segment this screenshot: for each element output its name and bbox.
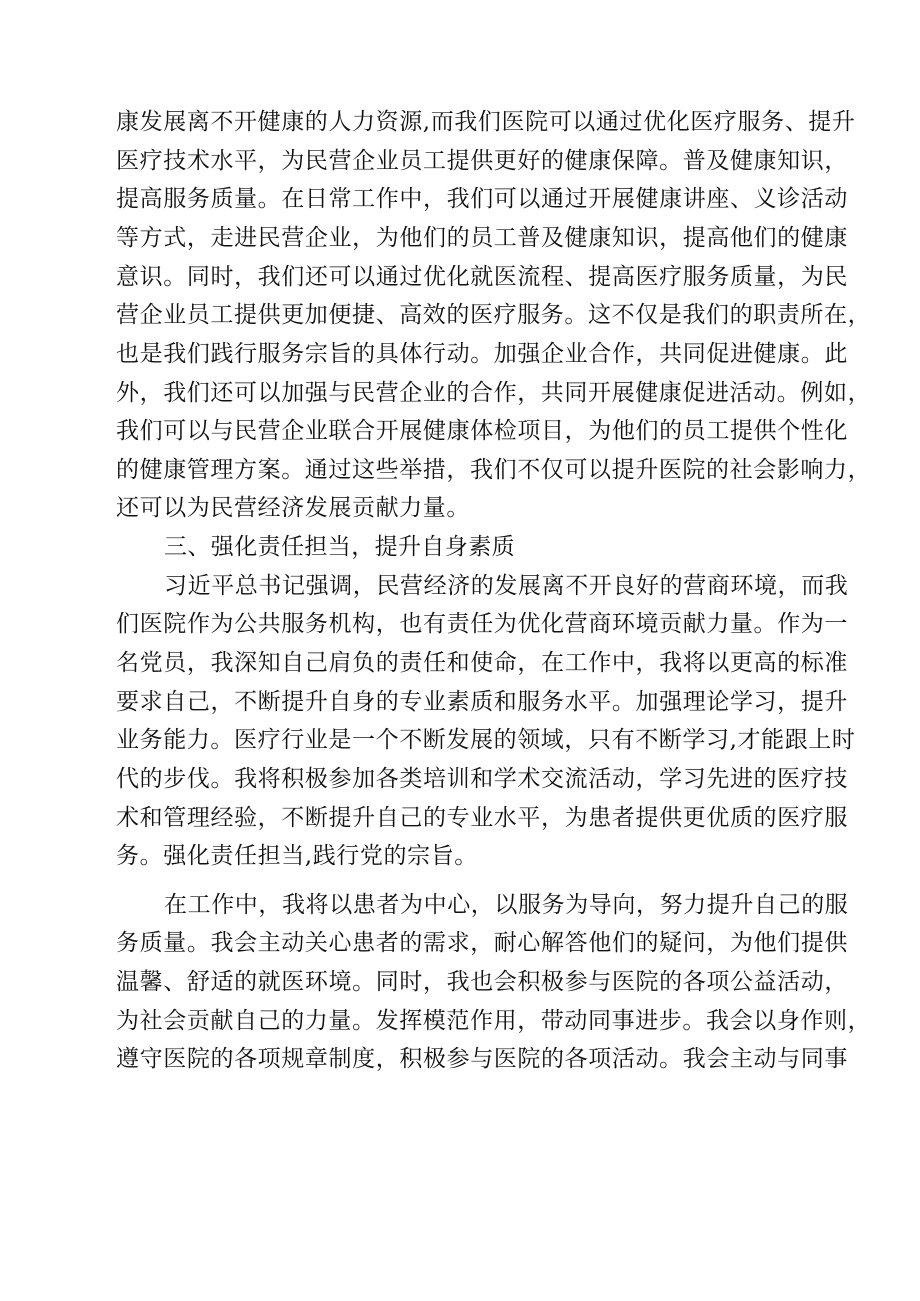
body-text-line: 营企业员工提供更加便捷、高效的医疗服务。这不仅是我们的职责所在， [116,302,872,328]
body-text-line: 务质量。我会主动关心患者的需求，耐心解答他们的疑问，为他们提供 [116,930,848,956]
body-text-line: 还可以为民营经济发展贡献力量。 [116,495,470,521]
section-heading: 三、强化责任担当，提升自身素质 [164,534,515,560]
body-text-line: 康发展离不开健康的人力资源,而我们医院可以通过优化医疗服务、提升 [116,109,856,135]
body-text-line: 代的步伐。我将积极参加各类培训和学术交流活动，学习先进的医疗技 [116,766,848,792]
body-text-line: 遵守医院的各项规章制度，积极参与医院的各项活动。我会主动与同事 [116,1046,848,1072]
body-text-line: 业务能力。医疗行业是一个不断发展的领域，只有不断学习,才能跟上时 [116,727,856,753]
body-text-line: 等方式，走进民营企业，为他们的员工普及健康知识，提高他们的健康 [116,225,848,251]
body-text-line: 意识。同时，我们还可以通过优化就医流程、提高医疗服务质量，为民 [116,264,848,290]
body-text-line: 在工作中，我将以患者为中心，以服务为导向，努力提升自己的服 [164,892,849,918]
body-text-line: 要求自己，不断提升自身的专业素质和服务水平。加强理论学习，提升 [116,689,848,715]
body-text-line: 温馨、舒适的就医环境。同时，我也会积极参与医院的各项公益活动， [116,969,848,995]
body-text-line: 们医院作为公共服务机构，也有责任为优化营商环境贡献力量。作为一 [116,611,848,637]
body-text-line: 外，我们还可以加强与民营企业的合作，共同开展健康促进活动。例如， [116,380,872,406]
body-text-line: 医疗技术水平，为民营企业员工提供更好的健康保障。普及健康知识， [116,148,848,174]
body-text-line: 术和管理经验，不断提升自己的专业水平，为患者提供更优质的医疗服 [116,805,848,831]
body-text-line: 的健康管理方案。通过这些举措，我们不仅可以提升医院的社会影响力， [116,457,872,483]
body-text-line: 也是我们践行服务宗旨的具体行动。加强企业合作，共同促进健康。此 [116,341,848,367]
body-text-line: 名党员，我深知自己肩负的责任和使命，在工作中，我将以更高的标准 [116,650,848,676]
body-text-line: 务。强化责任担当,践行党的宗旨。 [116,843,478,869]
body-text-line: 习近平总书记强调，民营经济的发展离不开良好的营商环境，而我 [164,573,849,599]
body-text-line: 我们可以与民营企业联合开展健康体检项目，为他们的员工提供个性化 [116,418,848,444]
body-text-line: 为社会贡献自己的力量。发挥模范作用，带动同事进步。我会以身作则， [116,1008,872,1034]
body-text-line: 提高服务质量。在日常工作中，我们可以通过开展健康讲座、义诊活动 [116,186,848,212]
